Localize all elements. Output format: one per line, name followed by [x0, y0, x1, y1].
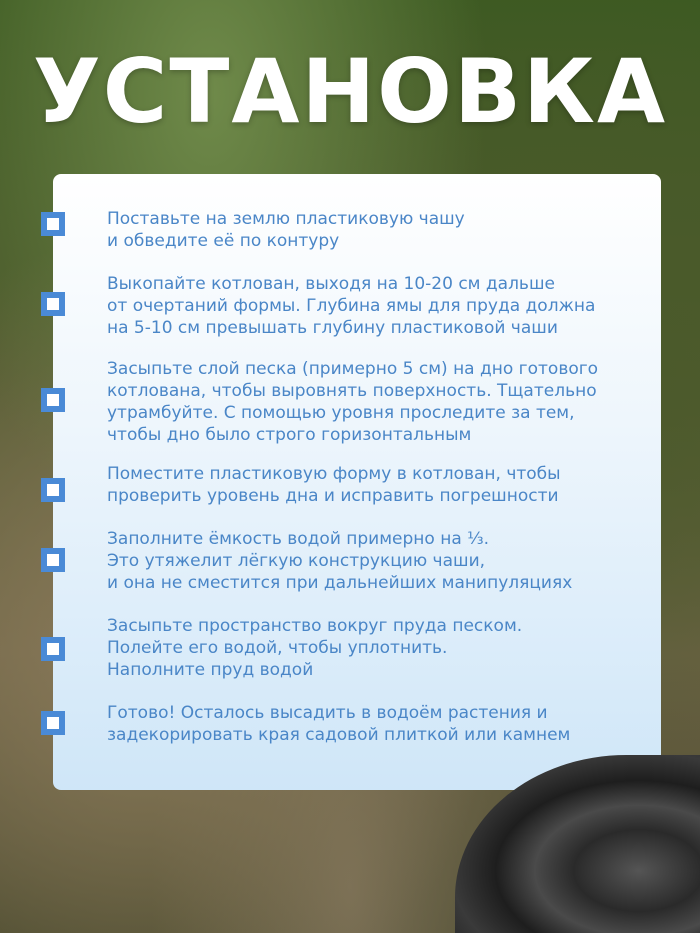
- step-line: утрамбуйте. С помощью уровня проследите за тем,: [107, 403, 575, 423]
- step-line: Засыпьте слой песка (примерно 5 см) на дно готового: [107, 359, 599, 379]
- step-line: и она не сместится при дальнейших манипуляциях: [107, 573, 573, 593]
- step-line: от очертаний формы. Глубина ямы для пруда должна: [107, 296, 596, 316]
- step-line: Наполните пруд водой: [107, 660, 314, 680]
- step-line: Это утяжелит лёгкую конструкцию чаши,: [107, 551, 486, 571]
- step-line: Засыпьте пространство вокруг пруда песком.: [107, 616, 523, 636]
- bullet-icon: [41, 292, 65, 316]
- bullet-icon: [41, 212, 65, 236]
- step-line: Полейте его водой, чтобы уплотнить.: [107, 638, 448, 658]
- step-line: задекорировать края садовой плиткой или камнем: [107, 725, 571, 745]
- step-line: Поместите пластиковую форму в котлован, чтобы: [107, 464, 561, 484]
- page-title: УСТАНОВКА: [32, 40, 668, 143]
- step-line: и обведите её по контуру: [107, 231, 340, 251]
- step-text: [107, 358, 657, 446]
- bullet-icon: [41, 548, 65, 572]
- step-text: [107, 702, 657, 746]
- step-line: Заполните ёмкость водой примерно на ⅓.: [107, 529, 490, 549]
- step-text: [107, 463, 657, 507]
- step-line: проверить уровень дна и исправить погрешности: [107, 486, 559, 506]
- bullet-icon: [41, 637, 65, 661]
- bullet-icon: [41, 478, 65, 502]
- step-line: Готово! Осталось высадить в водоём растения и: [107, 703, 548, 723]
- step-text: [107, 273, 657, 339]
- step-text: [107, 615, 657, 681]
- step-line: Выкопайте котлован, выходя на 10-20 см дальше: [107, 274, 555, 294]
- step-line: Поставьте на землю пластиковую чашу: [107, 209, 465, 229]
- bullet-icon: [41, 388, 65, 412]
- step-line: чтобы дно было строго горизонтальным: [107, 425, 472, 445]
- step-line: котлована, чтобы выровнять поверхность. Тщательно: [107, 381, 597, 401]
- step-text: [107, 208, 657, 252]
- step-line: на 5-10 см превышать глубину пластиковой чаши: [107, 318, 558, 338]
- bullet-icon: [41, 711, 65, 735]
- step-text: [107, 528, 657, 594]
